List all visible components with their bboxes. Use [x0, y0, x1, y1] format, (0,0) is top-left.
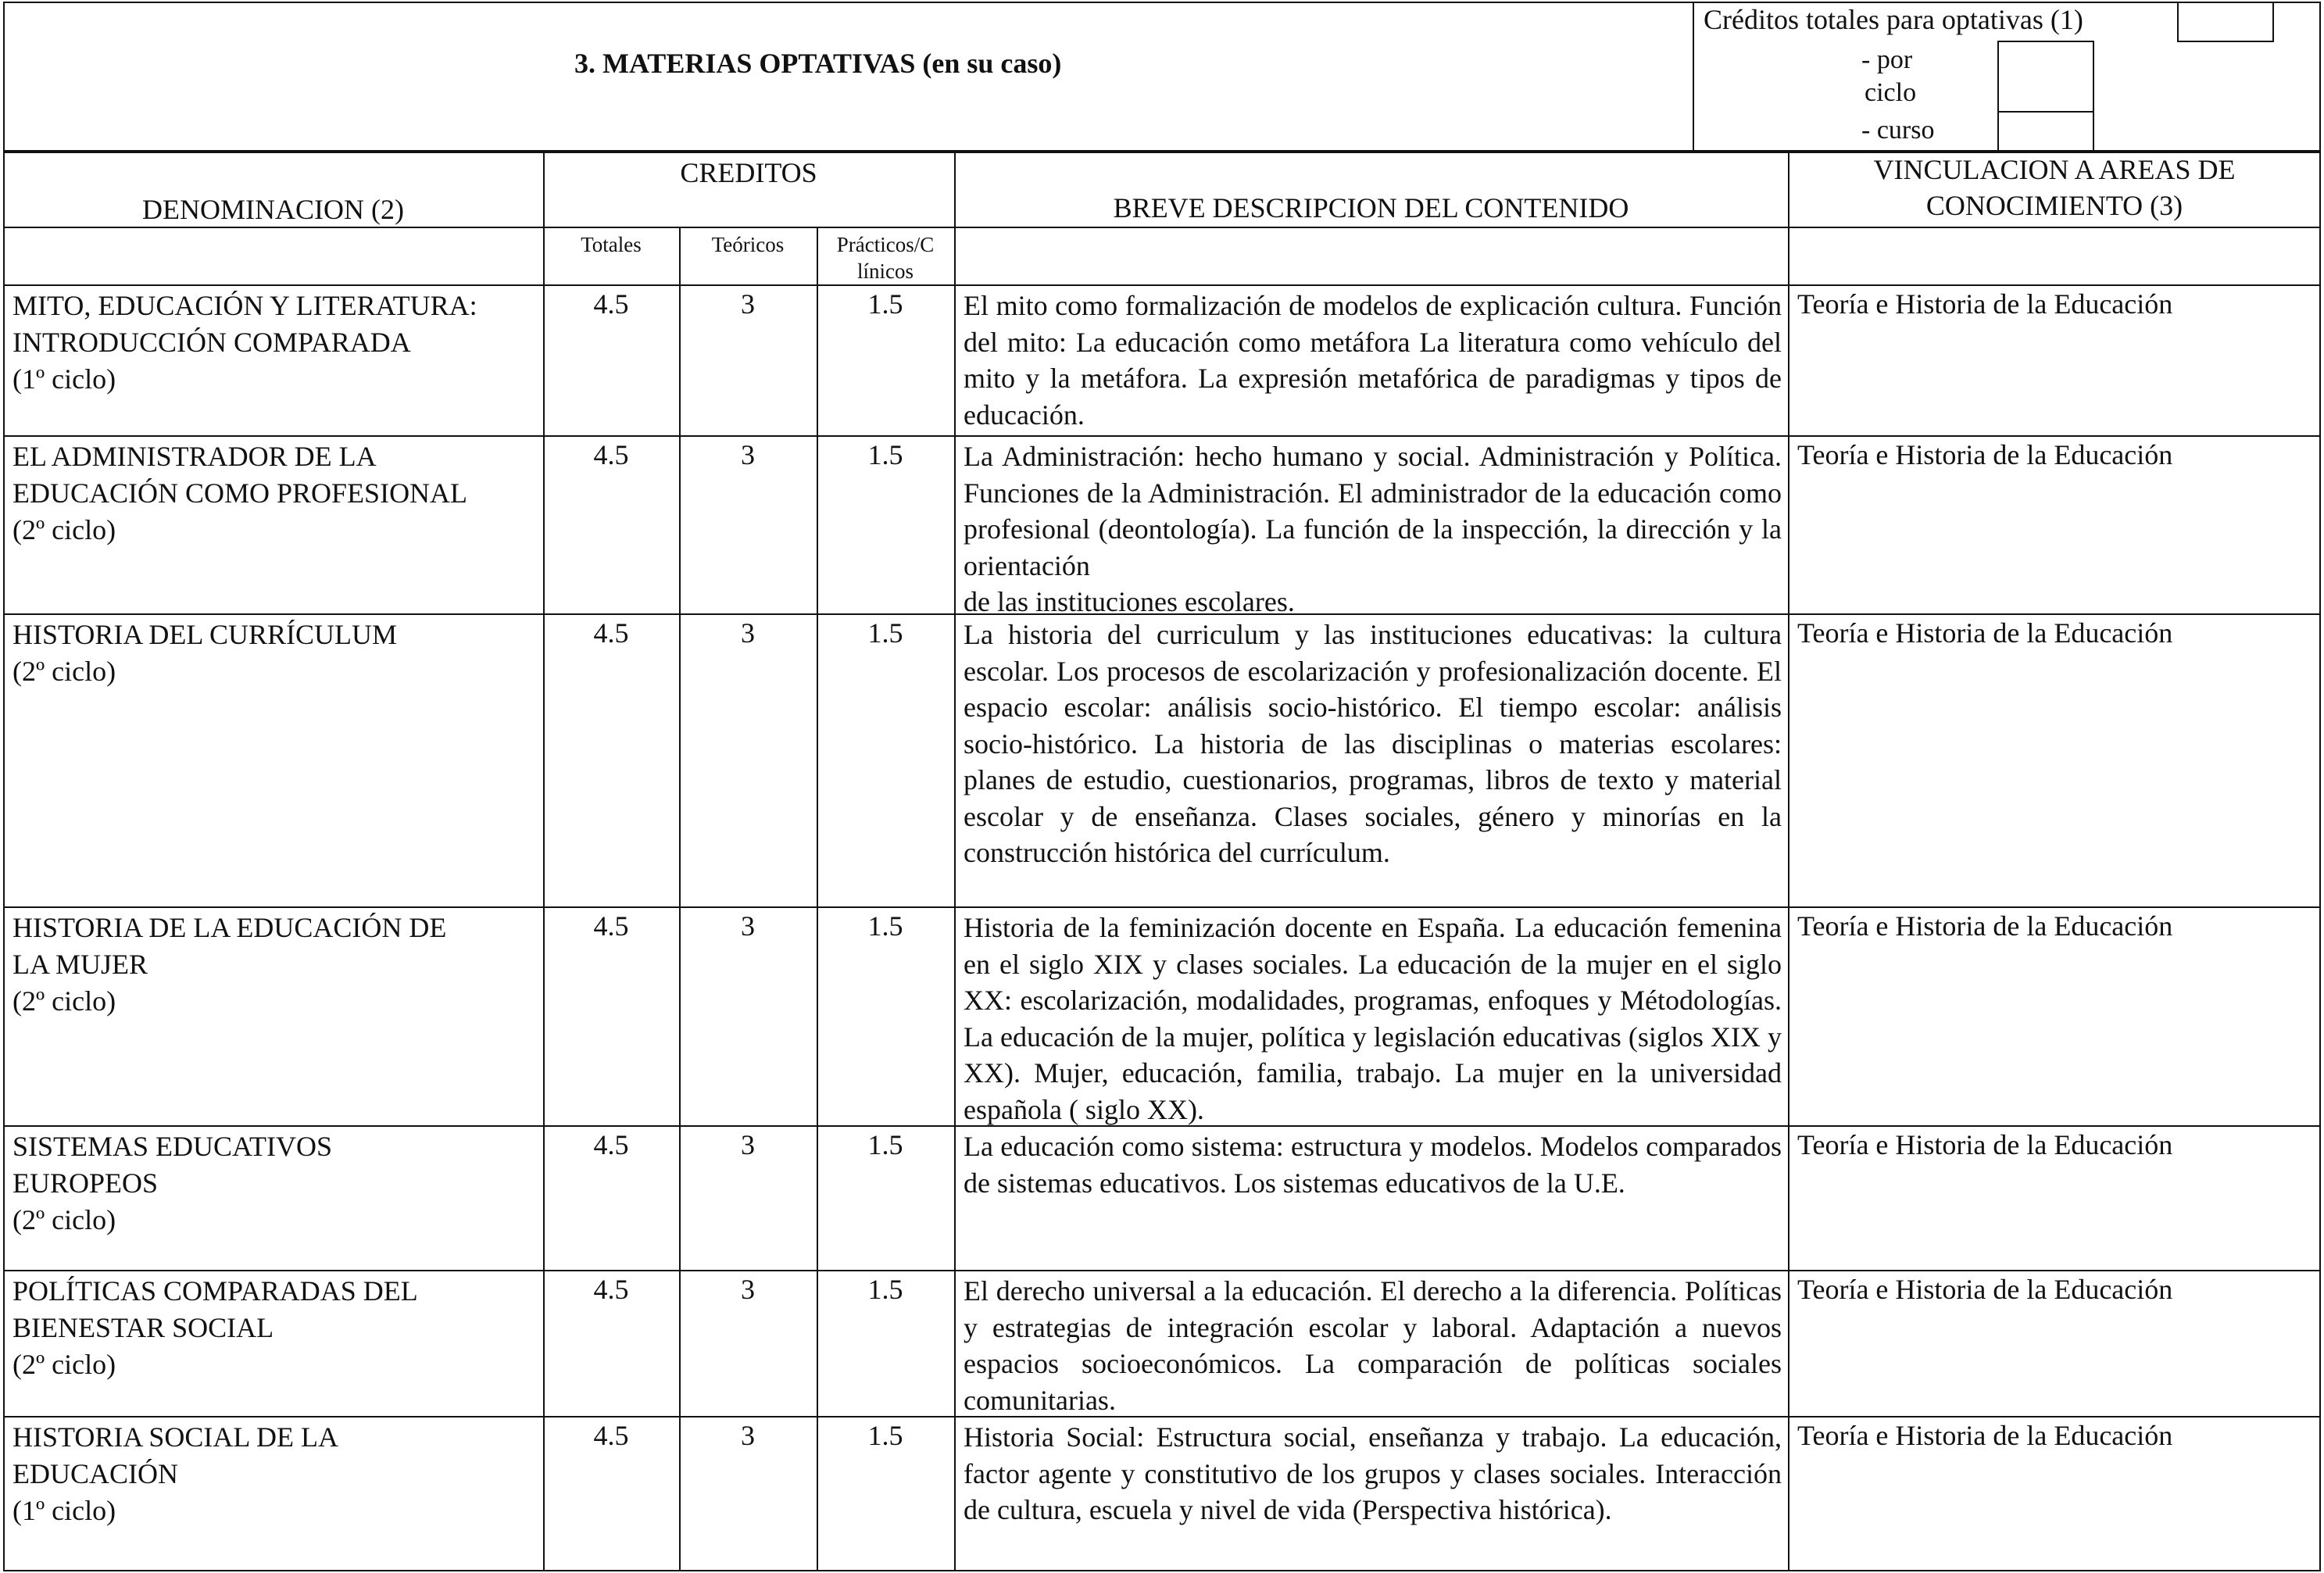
- knowledge-area: Teoría e Historia de la Educación: [1797, 1420, 2173, 1451]
- creditos-totales-box: [2177, 2, 2274, 42]
- subject-name-line: POLÍTICAS COMPARADAS DEL: [13, 1275, 418, 1307]
- description-text: Historia Social: Estructura social, enseñanza y trabajo. La educación, factor agente y constitutivo de los grupos y clases sociales. Interacción de cultura, escuela y nivel de vida (Perspectiva histórica).: [964, 1421, 1782, 1525]
- subject-name-line: MITO, EDUCACIÓN Y LITERATURA:: [13, 290, 477, 321]
- subject-name-line: LA MUJER: [13, 949, 148, 980]
- por-ciclo-box: [1997, 41, 2094, 113]
- subject-name-line: (2º ciclo): [13, 1349, 116, 1380]
- subject-description: [964, 617, 1782, 871]
- subject-name: [13, 1128, 540, 1239]
- subject-name-line: EDUCACIÓN: [13, 1458, 178, 1489]
- knowledge-area: Teoría e Historia de la Educación: [1797, 439, 2173, 470]
- subject-name-line: HISTORIA DE LA EDUCACIÓN DE: [13, 912, 447, 943]
- description-text: La historia del curriculum y las instituciones educativas: la cultura escolar. Los procesos de escolarización y profesionalización docente. El espacio escolar: análisis socio-histórico. El tiempo escolar: análisis socio-histórico. La historia de las disciplinas o materias escolares: planes de estudio, cuestionarios, programas, libros de texto y material escolar y de enseñanza. Clases sociales, género y minorías en la construcción histórica del currículum.: [964, 619, 1782, 868]
- subject-description: [964, 1273, 1782, 1418]
- row-divider: [3, 1270, 2321, 1271]
- description-text-extra: de las instituciones escolares.: [964, 586, 1295, 617]
- knowledge-area: Teoría e Historia de la Educación: [1797, 288, 2173, 320]
- subject-description: [964, 910, 1782, 1128]
- subject-name-line: (2º ciclo): [13, 985, 116, 1017]
- credits-totales: 4.5: [593, 439, 629, 470]
- credits-practicos: 1.5: [867, 617, 903, 649]
- col-divider: [954, 152, 956, 1571]
- subject-name-line: EUROPEOS: [13, 1167, 159, 1199]
- subject-name-line: (2º ciclo): [13, 1204, 116, 1235]
- subject-name-line: HISTORIA SOCIAL DE LA: [13, 1421, 339, 1453]
- description-text: Historia de la feminización docente en España. La educación femenina en el siglo XIX y clases sociales. La educación de la mujer en el siglo XX: escolarización, modalidades, programas, enfoques y Métodologías. La educación de la mujer, política y legislación educativas (siglos XIX y XX). Mujer, educación, familia, trabajo. La mujer en la universidad española ( siglo XX).: [964, 912, 1782, 1125]
- curso-box: [1997, 111, 2094, 152]
- subject-name-line: BIENESTAR SOCIAL: [13, 1312, 274, 1343]
- subject-name-line: (1º ciclo): [13, 363, 116, 395]
- subject-name: [13, 910, 540, 1020]
- knowledge-area: Teoría e Historia de la Educación: [1797, 617, 2173, 649]
- practicos-line-1: Prácticos/C: [836, 233, 935, 256]
- credits-teoricos: 3: [741, 617, 755, 649]
- credits-practicos: 1.5: [867, 1274, 903, 1305]
- col-header-descripcion: BREVE DESCRIPCION DEL CONTENIDO: [1113, 192, 1629, 223]
- subject-name-line: EL ADMINISTRADOR DE LA: [13, 441, 377, 472]
- subject-name-line: (1º ciclo): [13, 1495, 116, 1526]
- col-header-denominacion: DENOMINACION (2): [142, 194, 404, 225]
- subject-name-line: HISTORIA DEL CURRÍCULUM: [13, 619, 398, 650]
- subject-name: [13, 1419, 540, 1529]
- credits-teoricos: 3: [741, 1420, 755, 1451]
- subject-description: [964, 1128, 1782, 1201]
- description-text: El mito como formalización de modelos de explicación cultura. Función del mito: La educación como metáfora La literatura como vehículo del mito y la metáfora. La expresión metafórica de paradigmas y tipos de educación.: [964, 290, 1782, 431]
- subject-name-line: (2º ciclo): [13, 656, 116, 687]
- credits-totales: 4.5: [593, 1274, 629, 1305]
- description-text: La Administración: hecho humano y social. Administración y Política. Funciones de la Administración. El administrador de la educación como profesional (deontología). La función de la inspección, la dirección y la orientación: [964, 441, 1782, 581]
- subject-name-line: SISTEMAS EDUCATIVOS: [13, 1131, 333, 1162]
- vinculacion-line-2: CONOCIMIENTO (3): [1925, 190, 2183, 221]
- credits-practicos: 1.5: [867, 288, 903, 320]
- credits-practicos: 1.5: [867, 1129, 903, 1160]
- page-title: 3. MATERIAS OPTATIVAS (en su caso): [574, 48, 1062, 79]
- subject-name: [13, 288, 540, 398]
- por-label: - por: [1861, 45, 1913, 74]
- knowledge-area: Teoría e Historia de la Educación: [1797, 1129, 2173, 1160]
- col-header-totales: Totales: [581, 233, 642, 256]
- col-divider: [679, 227, 681, 1571]
- subject-description: [964, 1419, 1782, 1528]
- subject-description: [964, 438, 1782, 620]
- header-divider: [3, 284, 2321, 286]
- practicos-line-2: línicos: [857, 259, 914, 283]
- credits-teoricos: 3: [741, 1274, 755, 1305]
- row-divider: [3, 435, 2321, 437]
- credits-totales: 4.5: [593, 1420, 629, 1451]
- subject-name-line: EDUCACIÓN COMO PROFESIONAL: [13, 477, 468, 509]
- col-divider: [543, 152, 545, 1571]
- knowledge-area: Teoría e Historia de la Educación: [1797, 1274, 2173, 1305]
- credits-totales: 4.5: [593, 910, 629, 942]
- col-header-practicos: [817, 231, 954, 284]
- col-header-creditos: CREDITOS: [680, 157, 817, 188]
- col-header-teoricos: Teóricos: [711, 233, 785, 256]
- ciclo-label: ciclo: [1865, 78, 1917, 107]
- curso-label: - curso: [1861, 116, 1935, 145]
- subject-name-line: (2º ciclo): [13, 514, 116, 545]
- credits-teoricos: 3: [741, 288, 755, 320]
- col-divider: [817, 227, 818, 1571]
- row-divider: [3, 906, 2321, 908]
- subject-name: [13, 617, 540, 690]
- credits-teoricos: 3: [741, 910, 755, 942]
- subject-name: [13, 1273, 540, 1383]
- col-divider: [1788, 152, 1789, 1571]
- subject-name-line: INTRODUCCIÓN COMPARADA: [13, 327, 411, 358]
- col-header-vinculacion: [1788, 152, 2321, 223]
- vinculacion-line-1: VINCULACION A AREAS DE: [1873, 154, 2236, 185]
- credits-totales: 4.5: [593, 617, 629, 649]
- description-text: La educación como sistema: estructura y modelos. Modelos comparados de sistemas educativos. Los sistemas educativos de la U.E.: [964, 1131, 1782, 1199]
- credits-teoricos: 3: [741, 1129, 755, 1160]
- credits-practicos: 1.5: [867, 910, 903, 942]
- creditos-totales-label: Créditos totales para optativas (1): [1704, 4, 2083, 35]
- credits-teoricos: 3: [741, 439, 755, 470]
- subject-description: [964, 288, 1782, 433]
- description-text: El derecho universal a la educación. El derecho a la diferencia. Políticas y estrategias de integración escolar y laboral. Adaptación a nuevos espacios socioeconómicos. La comparación de políticas sociales comunitarias.: [964, 1275, 1782, 1416]
- credits-totales: 4.5: [593, 1129, 629, 1160]
- credits-practicos: 1.5: [867, 439, 903, 470]
- subject-name: [13, 438, 540, 549]
- credits-practicos: 1.5: [867, 1420, 903, 1451]
- credits-totales: 4.5: [593, 288, 629, 320]
- knowledge-area: Teoría e Historia de la Educación: [1797, 910, 2173, 942]
